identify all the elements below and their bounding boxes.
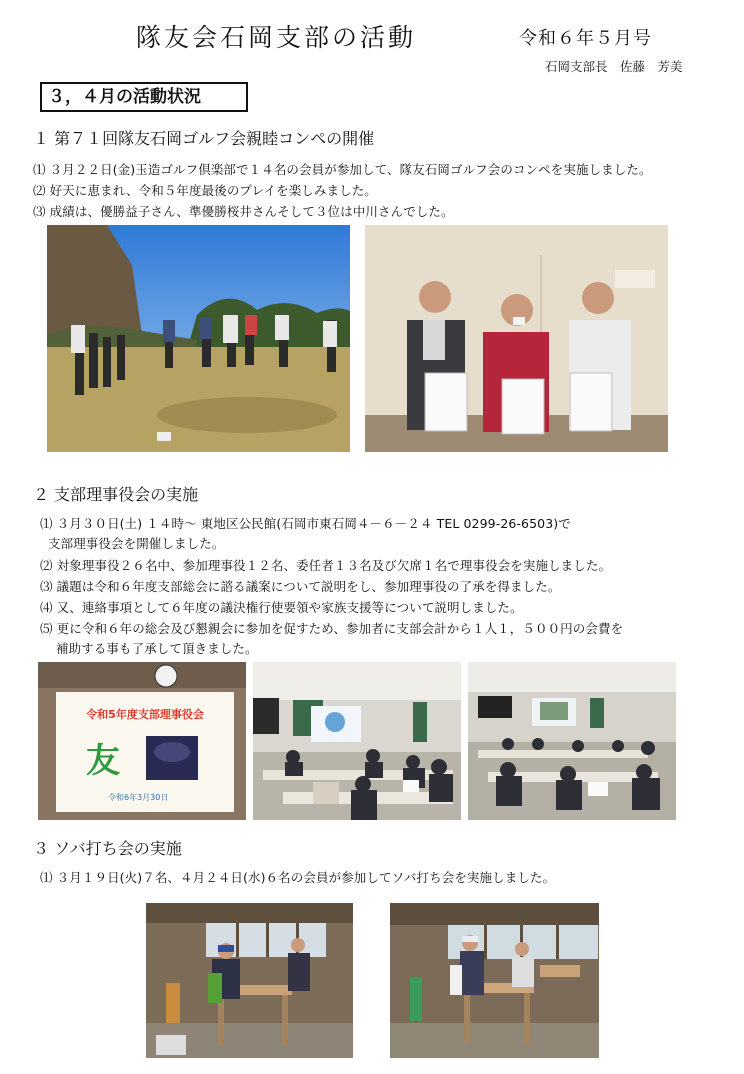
meeting-slide-photo <box>38 662 246 820</box>
board-line-3: ⑶ 議題は令和６年度支部総会に諮る議案について説明をし、参加理事役の了承を得ました。 <box>40 579 561 594</box>
main-heading: ３，４月の活動状況 <box>40 82 248 112</box>
golf-course-photo <box>47 225 350 452</box>
slide-date: 令和6年3月30日 <box>108 793 169 802</box>
section-heading-soba: ３ ソバ打ち会の実施 <box>33 839 182 858</box>
author-label: 石岡支部長 佐藤 芳美 <box>545 59 683 74</box>
golf-line-3: ⑶ 成績は、優勝益子さん、準優勝桜井さんそして３位は中川さんでした。 <box>33 204 454 219</box>
board-line-5b: 補助する事も了承して頂きました。 <box>56 641 258 656</box>
issue-label: 令和６年５月号 <box>519 28 652 49</box>
soba-photo-1 <box>146 903 353 1058</box>
board-line-1b: 支部理事役会を開催しました。 <box>48 536 225 551</box>
board-line-1: ⑴ ３月３０日(土) １４時～ 東地区公民館(石岡市東石岡４－６－２４ TEL 0299-26-6503)で <box>40 516 571 531</box>
slide-logo: 友 <box>86 741 120 781</box>
soba-photo-2 <box>390 903 599 1058</box>
board-line-4: ⑷ 又、連絡事項として６年度の議決権行使要領や家族支援等について説明しました。 <box>40 600 523 615</box>
soba-line-1: ⑴ ３月１９日(火)７名、４月２４日(水)６名の会員が参加してソバ打ち会を実施しました。 <box>40 870 556 885</box>
golf-winners-photo <box>365 225 668 452</box>
golf-line-2: ⑵ 好天に恵まれ、令和５年度最後のプレイを楽しみました。 <box>33 183 377 198</box>
section-heading-board: ２ 支部理事役会の実施 <box>33 485 199 504</box>
board-line-2: ⑵ 対象理事役２６名中、参加理事役１２名、委任者１３名及び欠席１名で理事役会を実施しました。 <box>40 558 612 573</box>
page-title: 隊友会石岡支部の活動 <box>136 23 417 52</box>
section-heading-golf: １ 第７１回隊友石岡ゴルフ会親睦コンペの開催 <box>33 129 375 148</box>
slide-title: 令和5年度支部理事役会 <box>86 708 204 721</box>
meeting-room-photo-1 <box>253 662 461 820</box>
meeting-room-photo-2 <box>468 662 676 820</box>
golf-line-1: ⑴ ３月２２日(金)玉造ゴルフ倶楽部で１４名の会員が参加して、隊友石岡ゴルフ会のコンペを実施しました。 <box>33 162 652 177</box>
board-line-5: ⑸ 更に令和６年の総会及び懇親会に参加を促すため、参加者に支部会計から１人１，５００円の会費を <box>40 621 624 636</box>
